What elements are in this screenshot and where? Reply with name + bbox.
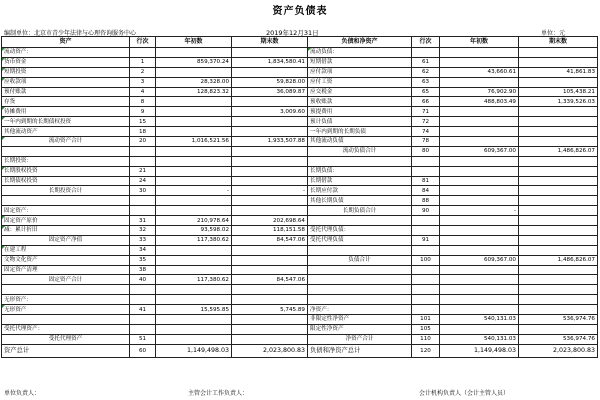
table-row	[2, 344, 598, 357]
header-assets: 资产	[2, 37, 130, 48]
table-cell: 1,339,526.03	[519, 97, 598, 107]
table-cell: 91	[412, 235, 440, 245]
table-cell: 预收账款	[308, 97, 412, 107]
table-cell: 100	[412, 255, 440, 265]
table-cell: -	[232, 186, 308, 196]
table-cell	[232, 206, 308, 216]
table-cell: 预提费用	[308, 107, 412, 117]
table-cell	[440, 216, 519, 226]
table-cell	[412, 265, 440, 275]
table-row	[2, 245, 598, 255]
table-cell: 2,023,800.83	[232, 344, 308, 357]
table-cell	[232, 285, 308, 295]
table-cell	[519, 295, 598, 305]
table-row	[2, 295, 598, 305]
table-cell: 536,974.76	[519, 334, 598, 344]
table-cell: 36,089.87	[232, 87, 308, 97]
table-cell	[308, 275, 412, 285]
table-cell	[440, 57, 519, 67]
table-cell	[440, 285, 519, 295]
table-cell	[440, 117, 519, 127]
table-row	[2, 137, 598, 147]
table-cell	[130, 206, 156, 216]
currency-unit: 单位：元	[541, 30, 566, 37]
table-cell	[440, 107, 519, 117]
table-cell: 1,486,826.07	[519, 146, 598, 156]
table-cell: 流动负债：	[308, 48, 412, 58]
table-cell	[412, 295, 440, 305]
table-cell: 1,834,580.41	[232, 57, 308, 67]
table-cell	[412, 275, 440, 285]
table-cell	[440, 48, 519, 58]
table-row	[2, 176, 598, 186]
table-row	[2, 156, 598, 166]
table-cell: 59,828.00	[232, 77, 308, 87]
table-cell: 117,380.62	[156, 275, 232, 285]
table-cell: 32	[130, 226, 156, 236]
table-cell: 限定性净资产	[308, 324, 412, 334]
header-line-no-2: 行次	[412, 37, 440, 48]
table-cell	[156, 334, 232, 344]
table-cell: 净资产合计	[308, 334, 412, 344]
table-cell	[440, 186, 519, 196]
footer-unit-head: 单位负责人：	[4, 390, 41, 397]
table-cell	[232, 166, 308, 176]
header-liabilities: 负债和净资产	[308, 37, 412, 48]
table-cell: 118,151.58	[232, 226, 308, 236]
table-row	[2, 77, 598, 87]
table-cell	[156, 107, 232, 117]
table-cell	[440, 156, 519, 166]
table-cell: 5,745.89	[232, 305, 308, 315]
table-cell: 31	[130, 216, 156, 226]
table-cell	[519, 127, 598, 137]
table-cell	[519, 107, 598, 117]
table-cell	[156, 315, 232, 325]
table-cell: 长期应付款	[308, 186, 412, 196]
table-cell: 609,367.00	[440, 146, 519, 156]
table-row	[2, 334, 598, 344]
table-cell	[519, 48, 598, 58]
table-row	[2, 127, 598, 137]
table-cell	[156, 48, 232, 58]
table-cell	[232, 255, 308, 265]
table-cell	[308, 285, 412, 295]
table-cell	[232, 97, 308, 107]
table-cell	[156, 196, 232, 206]
table-cell: 8	[130, 97, 156, 107]
table-cell	[308, 216, 412, 226]
table-cell	[156, 285, 232, 295]
table-cell: 应付工资	[308, 77, 412, 87]
table-cell: 短期投资	[2, 67, 130, 77]
table-cell	[519, 77, 598, 87]
table-cell: 38	[130, 265, 156, 275]
table-cell: 固定资产合计	[2, 275, 130, 285]
table-cell	[130, 196, 156, 206]
table-row	[2, 48, 598, 58]
table-cell: 859,370.24	[156, 57, 232, 67]
table-cell: 76,902.90	[440, 87, 519, 97]
table-cell	[232, 315, 308, 325]
table-cell: 其他长期负债	[308, 196, 412, 206]
table-cell: 34	[130, 245, 156, 255]
table-cell	[232, 245, 308, 255]
table-cell	[156, 265, 232, 275]
table-cell	[519, 176, 598, 186]
table-cell: 负债和净资产总计	[308, 344, 412, 357]
table-cell: 110	[412, 334, 440, 344]
table-cell: 62	[412, 67, 440, 77]
table-cell: 210,978.64	[156, 216, 232, 226]
table-cell: 43,660.61	[440, 67, 519, 77]
table-cell: 应付款项	[308, 67, 412, 77]
table-row	[2, 206, 598, 216]
table-cell: 60	[130, 344, 156, 357]
table-cell: 88	[412, 196, 440, 206]
table-cell: 71	[412, 107, 440, 117]
table-cell: 一年内到期的长期负债	[308, 127, 412, 137]
table-cell	[519, 235, 598, 245]
table-cell	[232, 48, 308, 58]
table-cell	[519, 285, 598, 295]
table-cell: 其他流动负债	[308, 137, 412, 147]
table-cell: 90	[412, 206, 440, 216]
table-cell	[130, 285, 156, 295]
table-header-row	[2, 37, 598, 48]
table-cell: 固定资产净值	[2, 235, 130, 245]
table-cell: 41,861.83	[519, 67, 598, 77]
table-cell: 74	[412, 127, 440, 137]
table-cell	[519, 117, 598, 127]
table-cell	[519, 275, 598, 285]
table-cell: 72	[412, 117, 440, 127]
table-cell	[440, 166, 519, 176]
table-cell: 非限定性净资产	[308, 315, 412, 325]
table-cell	[519, 196, 598, 206]
table-cell: 84,547.06	[232, 275, 308, 285]
table-cell	[308, 245, 412, 255]
table-cell: 受托代理资产：	[2, 324, 130, 334]
table-cell: 应收款项	[2, 77, 130, 87]
table-row	[2, 324, 598, 334]
header-end-balance: 期末数	[232, 37, 308, 48]
table-cell: 预付账款	[2, 87, 130, 97]
table-cell	[519, 137, 598, 147]
table-cell	[232, 295, 308, 305]
table-cell: 30	[130, 186, 156, 196]
table-cell	[412, 245, 440, 255]
table-row	[2, 146, 598, 156]
table-cell: 28,328.00	[156, 77, 232, 87]
table-cell	[519, 166, 598, 176]
table-cell: 固定资产清理	[2, 265, 130, 275]
table-cell	[412, 166, 440, 176]
table-cell	[156, 255, 232, 265]
table-cell	[130, 48, 156, 58]
table-cell: 128,823.32	[156, 87, 232, 97]
table-cell: 20	[130, 137, 156, 147]
table-cell: -	[440, 206, 519, 216]
table-cell: 无形资产	[2, 305, 130, 315]
table-cell: 41	[130, 305, 156, 315]
table-cell: 资产总计	[2, 344, 130, 357]
table-cell: 609,367.00	[440, 255, 519, 265]
table-cell	[519, 305, 598, 315]
table-cell	[130, 295, 156, 305]
table-row	[2, 97, 598, 107]
table-row	[2, 196, 598, 206]
table-row	[2, 305, 598, 315]
table-cell: 1	[130, 57, 156, 67]
table-cell: 2	[130, 67, 156, 77]
table-cell	[440, 77, 519, 87]
table-row	[2, 275, 598, 285]
table-cell: 66	[412, 97, 440, 107]
table-row	[2, 67, 598, 77]
table-row	[2, 235, 598, 245]
table-cell: 流动资产合计	[2, 137, 130, 147]
table-cell	[130, 156, 156, 166]
table-row	[2, 285, 598, 295]
table-cell	[519, 156, 598, 166]
table-cell: 3,009.60	[232, 107, 308, 117]
table-cell	[232, 196, 308, 206]
table-cell: 488,803.49	[440, 97, 519, 107]
table-cell	[412, 216, 440, 226]
table-cell: 35	[130, 255, 156, 265]
table-cell	[308, 295, 412, 305]
table-cell: 受托代理负债	[308, 235, 412, 245]
table-cell: 40	[130, 275, 156, 285]
table-cell	[232, 334, 308, 344]
table-cell	[519, 186, 598, 196]
table-cell	[156, 156, 232, 166]
table-cell: 81	[412, 176, 440, 186]
table-cell: 长期负债：	[308, 166, 412, 176]
table-cell	[156, 67, 232, 77]
table-cell: 净资产：	[308, 305, 412, 315]
table-cell: 长期投资：	[2, 156, 130, 166]
table-cell	[440, 305, 519, 315]
table-cell: 117,380.62	[156, 235, 232, 245]
table-cell: 120	[412, 344, 440, 357]
table-cell: 1,933,507.88	[232, 137, 308, 147]
table-cell: 流动资产：	[2, 48, 130, 58]
table-cell: -	[156, 186, 232, 196]
table-cell: 84,547.06	[232, 235, 308, 245]
table-row	[2, 57, 598, 67]
table-cell: 101	[412, 315, 440, 325]
table-row	[2, 255, 598, 265]
table-cell: 长期股权投资	[2, 166, 130, 176]
table-cell: 15,595.85	[156, 305, 232, 315]
table-cell: 1,149,498.03	[156, 344, 232, 357]
table-cell: 应交税金	[308, 87, 412, 97]
table-cell	[519, 216, 598, 226]
table-cell	[156, 127, 232, 137]
table-row	[2, 107, 598, 117]
table-cell: 流动负债合计	[308, 146, 412, 156]
header-line-no: 行次	[130, 37, 156, 48]
table-row	[2, 117, 598, 127]
table-cell: 33	[130, 235, 156, 245]
table-cell: 80	[412, 146, 440, 156]
table-cell	[519, 57, 598, 67]
table-cell: 一年内到期的长期债权投资	[2, 117, 130, 127]
table-cell	[232, 176, 308, 186]
table-cell: 长期借款	[308, 176, 412, 186]
table-cell: 待摊费用	[2, 107, 130, 117]
table-cell: 84	[412, 186, 440, 196]
table-cell	[440, 265, 519, 275]
table-cell	[412, 156, 440, 166]
table-cell: 1,016,521.56	[156, 137, 232, 147]
table-cell	[156, 97, 232, 107]
table-cell	[412, 226, 440, 236]
header-begin-balance-2: 年初数	[440, 37, 519, 48]
table-cell	[440, 275, 519, 285]
table-row	[2, 186, 598, 196]
footer-accounting-head: 主管会计工作负责人：	[188, 390, 249, 397]
table-cell: 在建工程	[2, 245, 130, 255]
table-cell: 540,131.03	[440, 334, 519, 344]
table-cell	[440, 127, 519, 137]
table-cell	[440, 324, 519, 334]
table-cell	[130, 146, 156, 156]
table-row	[2, 216, 598, 226]
table-cell: 18	[130, 127, 156, 137]
table-cell	[232, 324, 308, 334]
table-row	[2, 226, 598, 236]
table-cell: 长期投资合计	[2, 186, 130, 196]
table-cell	[519, 206, 598, 216]
table-cell	[232, 127, 308, 137]
table-cell	[440, 226, 519, 236]
table-cell: 文物文化资产	[2, 255, 130, 265]
table-cell: 其他流动资产	[2, 127, 130, 137]
table-cell: 货币资金	[2, 57, 130, 67]
table-cell: 受托代理负债：	[308, 226, 412, 236]
table-cell: 78	[412, 137, 440, 147]
table-cell: 24	[130, 176, 156, 186]
table-cell: 长期债权投资	[2, 176, 130, 186]
table-cell: 负债合计	[308, 255, 412, 265]
table-cell: 202,698.64	[232, 216, 308, 226]
table-cell	[519, 265, 598, 275]
table-cell	[440, 137, 519, 147]
table-cell: 固定资产：	[2, 206, 130, 216]
table-cell	[440, 295, 519, 305]
balance-sheet-table	[1, 36, 598, 358]
table-cell	[130, 324, 156, 334]
table-cell	[412, 285, 440, 295]
table-cell	[519, 226, 598, 236]
report-date: 2019年12月31日	[266, 29, 319, 37]
table-cell	[156, 324, 232, 334]
table-cell	[156, 295, 232, 305]
table-cell: 存货	[2, 97, 130, 107]
table-cell: 无形资产：	[2, 295, 130, 305]
table-cell	[156, 245, 232, 255]
table-cell: 105,438.21	[519, 87, 598, 97]
table-cell	[412, 305, 440, 315]
table-cell: 1,149,498.03	[440, 344, 519, 357]
table-cell: 15	[130, 117, 156, 127]
table-cell	[2, 285, 130, 295]
table-cell	[519, 324, 598, 334]
table-cell	[440, 196, 519, 206]
table-cell	[2, 196, 130, 206]
table-cell: 受托代理资产	[2, 334, 130, 344]
table-cell: 减：累计折旧	[2, 226, 130, 236]
table-cell: 93,598.02	[156, 226, 232, 236]
table-cell: 预计负债	[308, 117, 412, 127]
table-cell: 9	[130, 107, 156, 117]
table-cell: 51	[130, 334, 156, 344]
table-cell: 21	[130, 166, 156, 176]
table-cell	[156, 206, 232, 216]
table-cell	[232, 265, 308, 275]
header-end-balance-2: 期末数	[519, 37, 598, 48]
table-cell	[232, 67, 308, 77]
table-cell	[232, 117, 308, 127]
table-cell	[130, 315, 156, 325]
table-cell: 61	[412, 57, 440, 67]
table-cell	[232, 146, 308, 156]
table-cell	[156, 176, 232, 186]
table-cell	[308, 265, 412, 275]
table-cell: 63	[412, 77, 440, 87]
table-cell: 固定资产原价	[2, 216, 130, 226]
header-begin-balance: 年初数	[156, 37, 232, 48]
footer-accounting-supervisor: 会计机构负责人（会计主管人员）	[419, 390, 510, 397]
table-cell	[412, 48, 440, 58]
table-cell	[2, 146, 130, 156]
table-cell: 1,486,826.07	[519, 255, 598, 265]
table-cell	[440, 235, 519, 245]
table-cell	[156, 117, 232, 127]
table-row	[2, 87, 598, 97]
table-cell	[156, 166, 232, 176]
table-cell	[519, 245, 598, 255]
table-cell: 540,131.03	[440, 315, 519, 325]
table-cell: 4	[130, 87, 156, 97]
table-cell	[440, 245, 519, 255]
table-cell	[2, 315, 130, 325]
table-row	[2, 166, 598, 176]
table-cell: 65	[412, 87, 440, 97]
table-cell: 536,974.76	[519, 315, 598, 325]
reporting-unit: 编制单位：北京市青少年法律与心理咨询服务中心	[4, 30, 137, 37]
table-cell: 短期借款	[308, 57, 412, 67]
table-cell: 长期负债合计	[308, 206, 412, 216]
table-cell	[440, 176, 519, 186]
table-cell	[156, 146, 232, 156]
table-cell: 105	[412, 324, 440, 334]
table-row	[2, 315, 598, 325]
table-cell: 2,023,800.83	[519, 344, 598, 357]
table-cell: 3	[130, 77, 156, 87]
table-cell	[308, 156, 412, 166]
table-cell	[232, 156, 308, 166]
table-row	[2, 265, 598, 275]
page-title: 资产负债表	[272, 6, 328, 17]
